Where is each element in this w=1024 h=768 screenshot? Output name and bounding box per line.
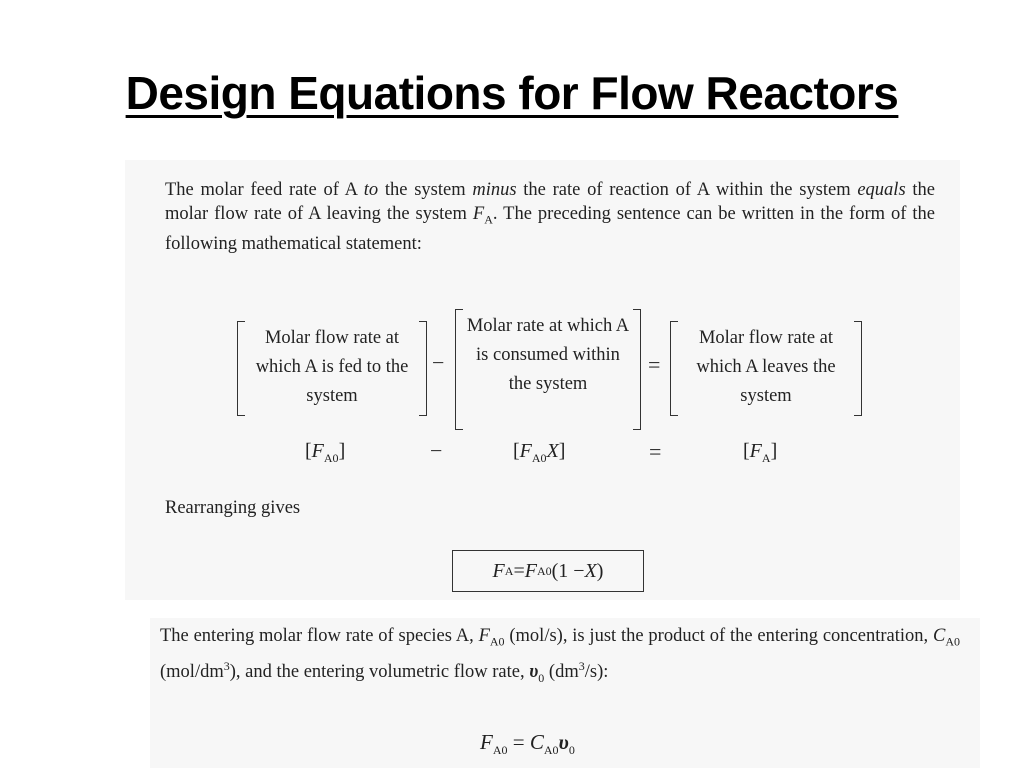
fa0-term: $[F_{A0}]$: [305, 440, 346, 465]
equals-operator: =: [648, 352, 661, 377]
equals-operator-symbolic: =: [649, 439, 662, 464]
minus-operator-symbolic: −: [430, 438, 443, 463]
scanned-excerpt-bottom: [150, 618, 980, 768]
fa0x-term: $[F_{A0}X]$: [513, 440, 566, 465]
leaving-rate-box: Molar flow rate at which A leaves the system: [670, 322, 862, 414]
slide-title: Design Equations for Flow Reactors: [125, 67, 899, 119]
rearranging-text: Rearranging gives: [165, 498, 301, 518]
feed-rate-box: Molar flow rate at which A is fed to the system: [237, 322, 427, 414]
consumption-rate-box: Molar rate at which A is consumed within the system: [455, 310, 641, 428]
entering-flow-paragraph: The entering molar flow rate of species A, $F_{A0}$ (mol/s), is just the product of the entering concentration, $C_{A0}$ $(mol/dm^3)$, and the entering volumetric flow rate, $\upsilon_0$ $(dm^3/s)$:: [160, 626, 960, 685]
intro-paragraph: The molar feed rate of A to the system minus the rate of reaction of A within the system equals the molar flow rate of A leaving the system $F_A$. The preceding sentence can be written in the form of the following mathematical statement:: [165, 180, 936, 254]
fa-term: $[F_A]$: [743, 440, 778, 465]
minus-operator: −: [432, 350, 445, 375]
scanned-excerpt-top: [125, 160, 960, 600]
final-equation: $F_{A0} = C_{A0}\upsilon_0$: [480, 730, 575, 758]
boxed-equation: F A = F A0 (1 − X ): [452, 550, 644, 592]
